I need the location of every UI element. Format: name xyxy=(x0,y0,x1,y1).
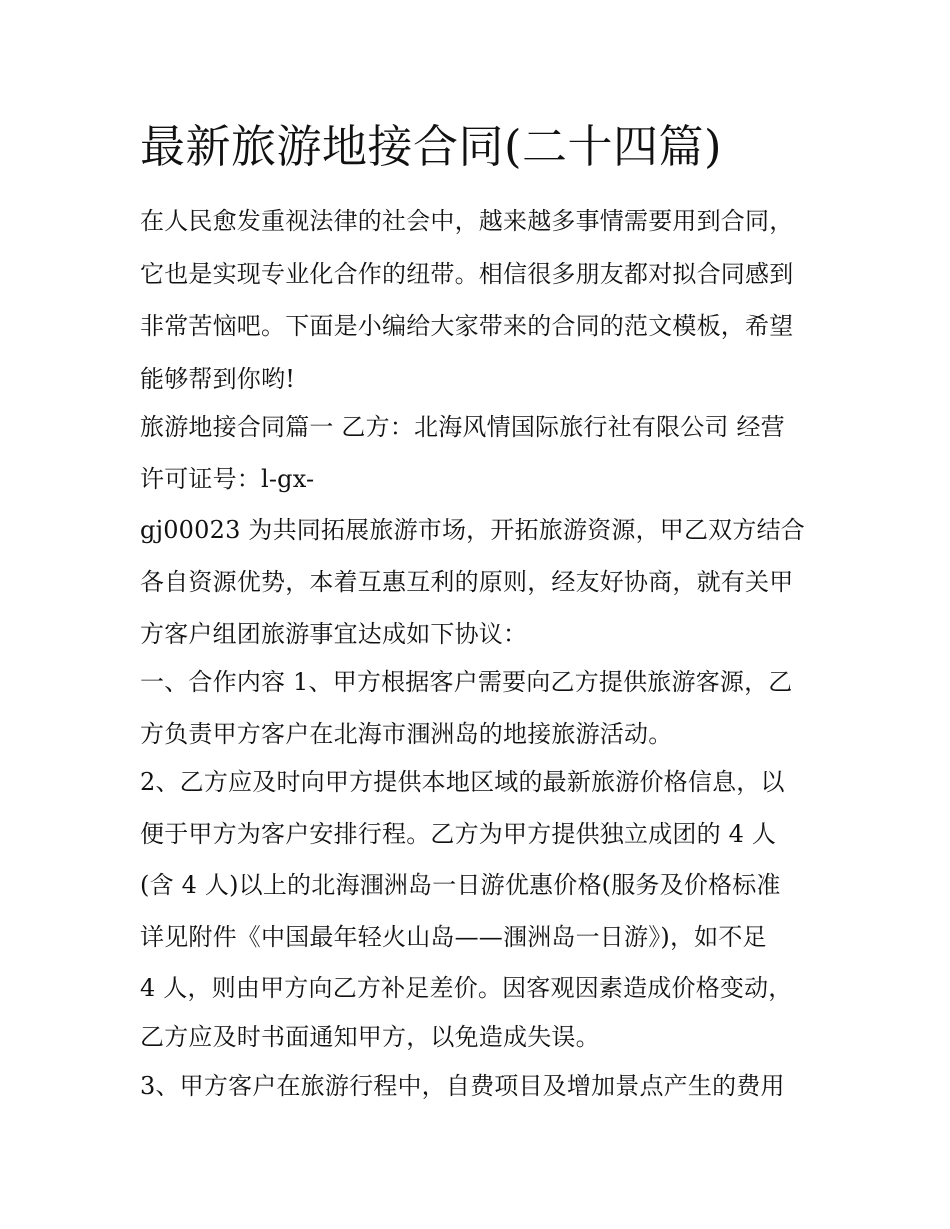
body-line-4: 能够帮到你哟! xyxy=(140,365,296,393)
body-line-13: 便于甲方为客户安排行程。乙方为甲方提供独立成团的 4 人 xyxy=(140,820,777,848)
body-line-8: 各自资源优势，本着互惠互利的原则，经友好协商，就有关甲 xyxy=(140,568,794,596)
body-line-12: 2、乙方应及时向甲方提供本地区域的最新旅游价格信息，以 xyxy=(140,768,785,796)
body-line-5: 旅游地接合同篇一 乙方：北海风情国际旅行社有限公司 经营 xyxy=(140,413,785,441)
body-line-7: gj00023 为共同拓展旅游市场，开拓旅游资源，甲乙双方结合 xyxy=(140,516,805,544)
body-line-1: 在人民愈发重视法律的社会中，越来越多事情需要用到合同， xyxy=(140,207,794,235)
body-line-2: 它也是实现专业化合作的纽带。相信很多朋友都对拟合同感到 xyxy=(140,260,794,288)
body-line-9: 方客户组团旅游事宜达成如下协议： xyxy=(140,620,528,648)
body-line-11: 方负责甲方客户在北海市涠洲岛的地接旅游活动。 xyxy=(140,720,673,748)
body-line-14: (含 4 人)以上的北海涠洲岛一日游优惠价格(服务及价格标准 xyxy=(140,871,781,899)
body-line-3: 非常苦恼吧。下面是小编给大家带来的合同的范文模板，希望 xyxy=(140,312,794,340)
body-line-18: 3、甲方客户在旅游行程中，自费项目及增加景点产生的费用 xyxy=(140,1072,785,1100)
body-line-15: 详见附件《中国最年轻火山岛——涠洲岛一日游》)，如不足 xyxy=(140,923,767,951)
body-line-6: 许可证号：l-gx- xyxy=(140,465,315,493)
body-line-16: 4 人，则由甲方向乙方补足差价。因客观因素造成价格变动， xyxy=(140,974,793,1002)
document-title: 最新旅游地接合同(二十四篇) xyxy=(140,120,723,173)
body-line-10: 一、合作内容 1、甲方根据客户需要向乙方提供旅游客源，乙 xyxy=(140,668,793,696)
body-line-17: 乙方应及时书面通知甲方，以免造成失误。 xyxy=(140,1023,600,1051)
